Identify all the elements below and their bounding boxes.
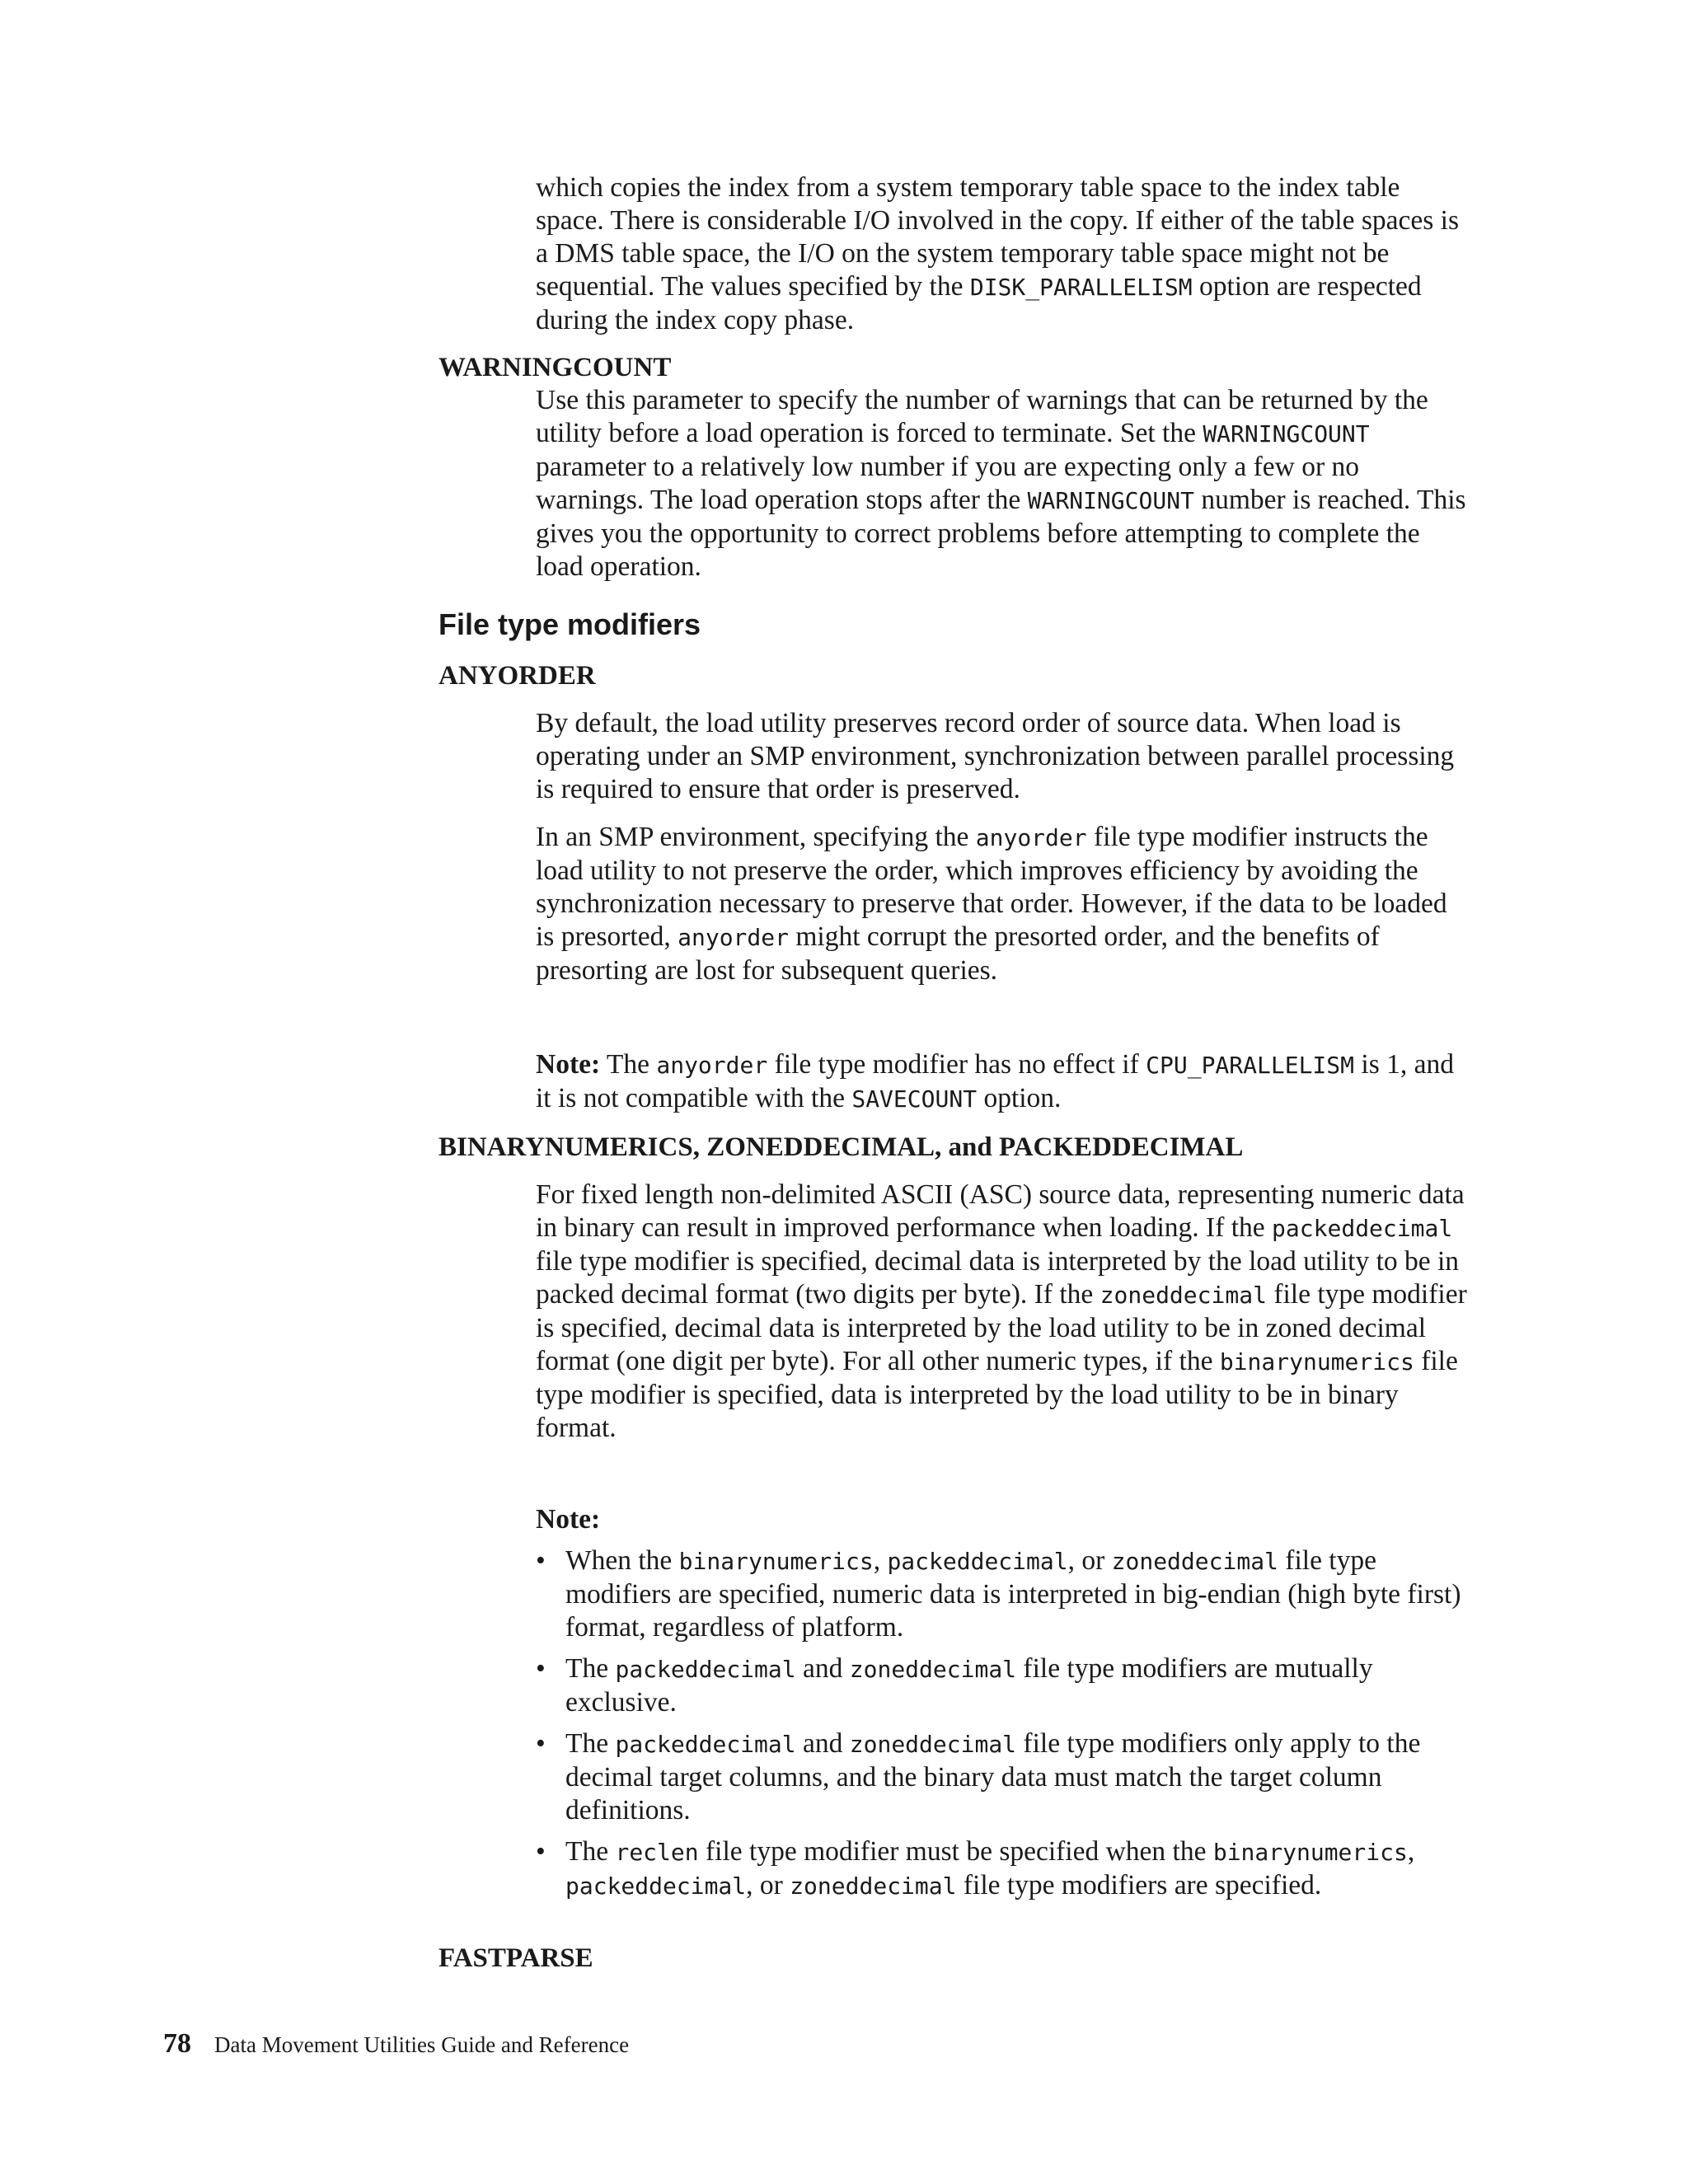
note-text-2: file type modifier has no effect if [767,1049,1146,1080]
code-packeddecimal: packeddecimal [615,1731,796,1758]
warningcount-text-3: number is reached. This gives you the opportunity to correct problems before attempting to complete the load operation. [536,485,1466,582]
code-warningcount: WARNINGCOUNT [1027,487,1194,514]
list-item [536,1652,1467,1719]
intro-text-end: option are respected during the index copy phase. [536,271,1422,335]
code-packeddecimal: packeddecimal [887,1548,1068,1575]
code-binarynumerics: binarynumerics [1212,1839,1408,1866]
code-packeddecimal: packeddecimal [565,1872,747,1900]
code-reclen: reclen [615,1839,699,1866]
code-packeddecimal: packeddecimal [615,1656,796,1683]
term-binarynumerics: BINARYNUMERICS, ZONEDDECIMAL, and PACKEDDECIMAL [438,1132,1244,1162]
list-item [536,1544,1467,1644]
note-text-4: option. [977,1083,1062,1113]
bullet-icon: • [536,1545,546,1576]
binary-text-1: For fixed length non-delimited ASCII (ASC) source data, representing numeric data in binary can result in improved performance when loading. If the [536,1179,1465,1243]
code-anyorder: anyorder [656,1052,768,1079]
code-zoneddecimal: zoneddecimal [1100,1282,1267,1309]
term-fastparse: FASTPARSE [438,1943,593,1973]
bullet-text: file type modifiers are mutually exclusive. [565,1653,1373,1718]
warningcount-description [536,384,1467,583]
binary-text-2: file type modifier is specified, decimal data is interpreted by the load utility to be in packed decimal format (two digits per byte). If the [536,1246,1460,1310]
code-warningcount: WARNINGCOUNT [1203,420,1370,448]
bullet-text: , [1407,1836,1415,1867]
code-zoneddecimal: zoneddecimal [849,1656,1017,1683]
code-cpu-parallelism: CPU_PARALLELISM [1146,1052,1355,1079]
note-text-3: is 1, and it is not compatible with the [536,1049,1454,1113]
page-footer [163,2027,629,2061]
bullet-text: , or [1067,1545,1112,1576]
list-item [536,1727,1467,1827]
binary-paragraph [536,1179,1467,1445]
bullet-text: and [795,1728,850,1759]
bullet-text: When the [565,1545,679,1576]
code-binarynumerics: binarynumerics [1219,1348,1414,1376]
anyorder-note [536,1048,1467,1116]
bullet-text: and [795,1653,850,1684]
bullet-text: The [565,1653,616,1684]
code-disk-parallelism: DISK_PARALLELISM [969,274,1193,301]
code-zoneddecimal: zoneddecimal [1111,1548,1278,1575]
binary-text-3: file type modifier is specified, decimal data is interpreted by the load utility to be in zoned decimal format (one digit per byte). For all other numeric types, if the [536,1279,1467,1376]
bullet-icon: • [536,1653,546,1684]
bullet-icon: • [536,1728,546,1759]
anyorder-paragraph-1 [536,707,1467,806]
code-binarynumerics: binarynumerics [678,1548,874,1575]
section-heading: File type modifiers [438,607,701,641]
code-savecount: SAVECOUNT [851,1085,978,1113]
bullet-text: file type modifiers only apply to the decimal target columns, and the binary data must match the target column definitions. [565,1728,1421,1825]
bullet-text: , or [746,1870,790,1900]
anyorder-paragraph-2 [536,821,1467,987]
warningcount-text-2: parameter to a relatively low number if you are expecting only a few or no warnings. The load operation stops after the [536,452,1360,515]
bullet-text: The [565,1836,616,1867]
bullet-text: , [873,1545,888,1576]
bullet-text: file type modifiers are specified. [956,1870,1322,1900]
anyorder-text-2c: might corrupt the presorted order, and the benefits of presorting are lost for subsequent queries. [536,921,1380,986]
bullet-text: file type modifier must be specified when the [698,1836,1213,1867]
code-packeddecimal: packeddecimal [1272,1215,1453,1242]
bullet-icon: • [536,1836,546,1867]
bullet-text: The [565,1728,616,1759]
code-anyorder: anyorder [678,924,789,951]
code-anyorder: anyorder [975,824,1087,851]
term-anyorder: ANYORDER [438,661,596,691]
term-warningcount: WARNINGCOUNT [438,353,672,382]
warningcount-text-1: Use this parameter to specify the number of warnings that can be returned by the utility before a load operation is forced to terminate. Set the [536,385,1428,448]
binary-text-4: file type modifier is specified, data is interpreted by the load utility to be in binary format. [536,1346,1458,1443]
binary-note-label: Note: [536,1504,601,1535]
note-text-1: The [600,1049,657,1080]
list-item [536,1835,1467,1903]
code-zoneddecimal: zoneddecimal [790,1872,957,1900]
page-number: 78 [163,2028,191,2059]
intro-paragraph [536,171,1467,337]
binary-note-list [536,1544,1467,1903]
anyorder-text-2a: In an SMP environment, specifying the [536,822,976,852]
note-label: Note: [536,1049,601,1080]
anyorder-text-2b: file type modifier instructs the load utility to not preserve the order, which improves efficiency by avoiding the synchronization necessary to preserve that order. However, if the data to be loaded is presorted, [536,822,1447,952]
intro-text: which copies the index from a system temporary table space to the index table space. There is considerable I/O involved in the copy. If either of the table spaces is a DMS table space, the I/O on the system temporary table space might not be sequential. The values specified by the [536,172,1459,302]
code-zoneddecimal: zoneddecimal [849,1731,1017,1758]
anyorder-text-1: By default, the load utility preserves record order of source data. When load is operating under an SMP environment, synchronization between parallel processing is required to ensure that order is preserved. [536,708,1455,804]
bullet-text: file type modifiers are specified, numeric data is interpreted in big-endian (high byte first) format, regardless of platform. [565,1545,1461,1643]
book-title: Data Movement Utilities Guide and Reference [214,2032,630,2057]
